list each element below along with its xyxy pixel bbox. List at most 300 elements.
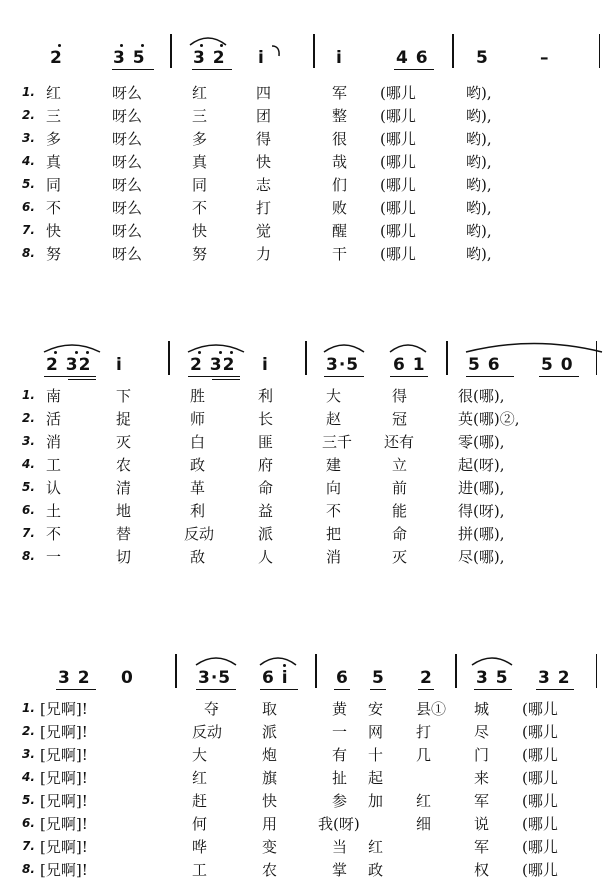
note-group: 5 <box>476 48 489 68</box>
lyric-cell: 灭 <box>116 433 132 451</box>
note-group: 3·5 <box>198 668 232 688</box>
lyric-cell: 门 <box>474 746 490 764</box>
lyric-cell: (哪儿 <box>380 222 416 240</box>
lyric-cell: (哪儿 <box>380 245 416 263</box>
verse-number: 1. <box>22 701 35 715</box>
lyric-cell: 何 <box>192 815 208 833</box>
lyric-cell: (哪儿 <box>522 815 558 833</box>
lyric-cell: 进(哪), <box>458 479 505 497</box>
lyric-cell: 哟), <box>466 222 492 240</box>
lyric-row <box>0 546 608 568</box>
verse-number: 3. <box>22 747 35 761</box>
lyric-cell: [兄啊]! <box>40 769 88 787</box>
lyric-cell: 拼(哪), <box>458 525 505 543</box>
lyric-cell: 用 <box>262 815 278 833</box>
lyric-cell: 得 <box>392 387 408 405</box>
note-group: 5 6 <box>468 355 501 375</box>
lyric-row <box>0 813 608 835</box>
lyric-cell: 大 <box>326 387 342 405</box>
lyric-cell: 呀么 <box>112 84 143 102</box>
lyric-row <box>0 220 608 242</box>
octave-dot <box>198 351 201 354</box>
lyric-cell: 派 <box>258 525 274 543</box>
beam-underline <box>44 376 96 377</box>
verse-number: 4. <box>22 457 35 471</box>
slur <box>194 654 238 666</box>
verse-number: 5. <box>22 480 35 494</box>
barline <box>170 34 172 68</box>
lyric-row <box>0 523 608 545</box>
lyric-cell: (哪儿 <box>380 130 416 148</box>
lyric-cell: 利 <box>258 387 274 405</box>
verse-number: 5. <box>22 793 35 807</box>
lyric-cell: 农 <box>262 861 278 879</box>
note-group: 0 <box>121 668 134 688</box>
beam-underline <box>466 376 514 377</box>
verse-number: 3. <box>22 434 35 448</box>
lyric-cell: 下 <box>116 387 132 405</box>
slur <box>322 341 366 353</box>
lyric-cell: 命 <box>258 479 274 497</box>
lyric-cell: 还有 <box>384 433 415 451</box>
lyric-cell: 网 <box>368 723 384 741</box>
verse-number: 3. <box>22 131 35 145</box>
lyric-cell: 哉 <box>332 153 348 171</box>
barline <box>168 341 170 375</box>
lyric-cell: 零(哪), <box>458 433 505 451</box>
lyric-cell: 说 <box>474 815 490 833</box>
lyric-cell: 当 <box>332 838 348 856</box>
lyric-cell: 切 <box>116 548 132 566</box>
verse-number: 6. <box>22 816 35 830</box>
lyric-cell: 来 <box>474 769 490 787</box>
verse-number: 2. <box>22 724 35 738</box>
octave-dot <box>86 351 89 354</box>
lyric-cell: 消 <box>46 433 62 451</box>
lyric-cell: (哪儿 <box>522 792 558 810</box>
lyric-cell: 哟), <box>466 199 492 217</box>
octave-dot <box>75 351 78 354</box>
lyric-cell: 冠 <box>392 410 408 428</box>
lyric-cell: 很 <box>332 130 348 148</box>
lyric-cell: 多 <box>46 130 62 148</box>
lyric-cell: 变 <box>262 838 278 856</box>
lyric-cell: 炮 <box>262 746 278 764</box>
lyric-cell: 赵 <box>326 410 342 428</box>
lyric-cell: 哟), <box>466 84 492 102</box>
lyric-cell: 觉 <box>256 222 272 240</box>
note-group: 2 <box>50 48 63 68</box>
lyric-row <box>0 408 608 430</box>
lyric-cell: 赶 <box>192 792 208 810</box>
lyric-cell: 干 <box>332 245 348 263</box>
lyric-cell: 败 <box>332 199 348 217</box>
lyric-cell: [兄啊]! <box>40 792 88 810</box>
beam-underline <box>539 376 579 377</box>
lyric-cell: 呀么 <box>112 176 143 194</box>
lyric-cell: 政 <box>368 861 384 879</box>
verse-number: 6. <box>22 503 35 517</box>
lyric-cell: 尽 <box>474 723 490 741</box>
lyric-row <box>0 790 608 812</box>
lyric-row <box>0 105 608 127</box>
lyric-cell: 红 <box>416 792 432 810</box>
lyric-cell: 打 <box>256 199 272 217</box>
lyric-cell: 地 <box>116 502 132 520</box>
lyric-cell: (哪儿 <box>522 769 558 787</box>
lyric-cell: 细 <box>416 815 432 833</box>
verse-number: 1. <box>22 388 35 402</box>
note-group: i <box>336 48 343 68</box>
lyric-cell: (哪儿 <box>380 153 416 171</box>
beam-underline <box>196 689 236 690</box>
lyric-cell: 取 <box>262 700 278 718</box>
barline <box>175 654 177 688</box>
lyric-row <box>0 243 608 265</box>
octave-dot <box>283 664 286 667</box>
lyric-cell: 不 <box>326 502 342 520</box>
barline <box>446 341 448 375</box>
lyric-cell: 真 <box>46 153 62 171</box>
lyric-cell: 几 <box>416 746 432 764</box>
lyric-cell: 加 <box>368 792 384 810</box>
lyric-cell: 扯 <box>332 769 348 787</box>
lyric-cell: 土 <box>46 502 62 520</box>
lyric-row <box>0 174 608 196</box>
lyric-cell: (哪儿 <box>522 838 558 856</box>
verse-number: 4. <box>22 154 35 168</box>
note-group: – <box>540 48 550 68</box>
lyric-cell: [兄啊]! <box>40 838 88 856</box>
lyric-cell: 长 <box>258 410 274 428</box>
lyric-cell: 三千 <box>322 433 353 451</box>
octave-dot <box>120 44 123 47</box>
lyric-cell: 团 <box>256 107 272 125</box>
lyric-cell: 整 <box>332 107 348 125</box>
beam-underline <box>188 376 240 377</box>
lyric-cell: 师 <box>190 410 206 428</box>
lyric-cell: 一 <box>46 548 62 566</box>
lyric-cell: 努 <box>46 245 62 263</box>
lyric-cell: 认 <box>46 479 62 497</box>
lyric-cell: 三 <box>192 107 208 125</box>
lyric-cell: 消 <box>326 548 342 566</box>
octave-dot <box>230 351 233 354</box>
lyric-cell: 我(呀) <box>318 815 360 833</box>
verse-number: 8. <box>22 246 35 260</box>
note-group: i <box>116 355 123 375</box>
lyric-cell: 派 <box>262 723 278 741</box>
lyric-row <box>0 197 608 219</box>
lyric-cell: 多 <box>192 130 208 148</box>
lyric-cell: 替 <box>116 525 132 543</box>
lyric-cell: (哪儿 <box>380 199 416 217</box>
lyric-row <box>0 82 608 104</box>
verse-number: 6. <box>22 200 35 214</box>
barline <box>452 34 454 68</box>
verse-number: 2. <box>22 108 35 122</box>
lyric-cell: 十 <box>368 746 384 764</box>
beam-underline <box>536 689 574 690</box>
lyric-cell: 活 <box>46 410 62 428</box>
note-group: 3 5 <box>476 668 509 688</box>
barline <box>313 34 315 68</box>
breath-mark <box>270 44 282 58</box>
note-group: 6 <box>336 668 349 688</box>
note-group: 3·5 <box>326 355 360 375</box>
beam-underline <box>394 69 434 70</box>
verse-number: 4. <box>22 770 35 784</box>
barline <box>599 34 600 68</box>
lyric-row <box>0 128 608 150</box>
lyric-cell: 力 <box>256 245 272 263</box>
verse-number: 2. <box>22 411 35 425</box>
lyric-cell: 人 <box>258 548 274 566</box>
notation-line-1 <box>0 38 608 78</box>
verse-number: 8. <box>22 549 35 563</box>
lyric-cell: 同 <box>46 176 62 194</box>
lyric-row <box>0 744 608 766</box>
lyric-cell: 命 <box>392 525 408 543</box>
beam-underline <box>370 689 386 690</box>
lyric-row <box>0 721 608 743</box>
note-group: 4 6 <box>396 48 429 68</box>
beam-underline <box>418 689 434 690</box>
lyric-cell: (哪儿 <box>522 700 558 718</box>
lyric-cell: [兄啊]! <box>40 815 88 833</box>
note-group: 5 0 <box>541 355 574 375</box>
verse-number: 7. <box>22 839 35 853</box>
lyric-cell: 哟), <box>466 153 492 171</box>
lyric-cell: 志 <box>256 176 272 194</box>
lyric-cell: 南 <box>46 387 62 405</box>
lyric-cell: 英(哪)②, <box>458 410 520 428</box>
slur <box>186 341 246 353</box>
lyric-cell: 敌 <box>190 548 206 566</box>
note-group: i <box>262 355 269 375</box>
lyric-cell: 得(呀), <box>458 502 505 520</box>
lyric-cell: 灭 <box>392 548 408 566</box>
note-group: 5 <box>372 668 385 688</box>
lyric-cell: (哪儿 <box>522 746 558 764</box>
octave-dot <box>200 44 203 47</box>
beam-underline <box>390 376 428 377</box>
note-group: 6 i <box>262 668 289 688</box>
lyric-cell: 红 <box>192 769 208 787</box>
lyric-cell: 快 <box>46 222 62 240</box>
lyric-cell: 哟), <box>466 176 492 194</box>
lyric-cell: 红 <box>46 84 62 102</box>
lyric-cell: 四 <box>256 84 272 102</box>
lyric-cell: 得 <box>256 130 272 148</box>
beam-underline <box>192 69 232 70</box>
lyric-cell: 很(哪), <box>458 387 505 405</box>
lyric-cell: 能 <box>392 502 408 520</box>
lyric-cell: [兄啊]! <box>40 700 88 718</box>
octave-dot <box>58 44 61 47</box>
lyric-row <box>0 151 608 173</box>
lyric-cell: (哪儿 <box>380 176 416 194</box>
barline <box>315 654 317 688</box>
lyric-cell: 呀么 <box>112 245 143 263</box>
lyric-cell: (哪儿 <box>380 107 416 125</box>
lyric-cell: 农 <box>116 456 132 474</box>
lyric-cell: 军 <box>332 84 348 102</box>
note-group: 2 32 <box>46 355 92 375</box>
verse-number: 5. <box>22 177 35 191</box>
note-group: i <box>258 48 265 68</box>
octave-dot <box>54 351 57 354</box>
lyric-cell: 快 <box>192 222 208 240</box>
lyric-row <box>0 500 608 522</box>
lyric-cell: 起 <box>368 769 384 787</box>
lyric-row <box>0 477 608 499</box>
beam-underline <box>56 689 96 690</box>
lyric-cell: 哟), <box>466 107 492 125</box>
lyric-cell: 黄 <box>332 700 348 718</box>
lyric-cell: 不 <box>46 199 62 217</box>
note-group: 2 32 <box>190 355 236 375</box>
lyric-cell: 尽(哪), <box>458 548 505 566</box>
note-group: 6 1 <box>393 355 426 375</box>
lyric-cell: 权 <box>474 861 490 879</box>
lyric-cell: 红 <box>368 838 384 856</box>
beam-underline <box>212 379 240 380</box>
lyric-cell: 不 <box>192 199 208 217</box>
lyric-cell: 工 <box>46 456 62 474</box>
lyric-row <box>0 454 608 476</box>
lyric-cell: 打 <box>416 723 432 741</box>
lyric-cell: 向 <box>326 479 342 497</box>
lyric-cell: 起(呀), <box>458 456 505 474</box>
lyric-cell: 掌 <box>332 861 348 879</box>
lyric-cell: 同 <box>192 176 208 194</box>
lyric-cell: 一 <box>332 723 348 741</box>
octave-dot <box>219 351 222 354</box>
lyric-cell: 哗 <box>192 838 208 856</box>
lyric-cell: 城 <box>474 700 490 718</box>
lyric-cell: 府 <box>258 456 274 474</box>
notation-line-3 <box>0 658 608 698</box>
lyric-cell: 旗 <box>262 769 278 787</box>
barline <box>596 654 597 688</box>
lyric-cell: 参 <box>332 792 348 810</box>
note-group: 3 5 <box>113 48 146 68</box>
notation-line-2 <box>0 345 608 385</box>
lyric-cell: [兄啊]! <box>40 723 88 741</box>
lyric-row <box>0 385 608 407</box>
note-group: 3 2 <box>538 668 571 688</box>
lyric-cell: 革 <box>190 479 206 497</box>
lyric-row <box>0 698 608 720</box>
beam-underline <box>68 379 96 380</box>
verse-number: 1. <box>22 85 35 99</box>
lyric-cell: 们 <box>332 176 348 194</box>
lyric-cell: [兄啊]! <box>40 861 88 879</box>
slur <box>388 341 428 353</box>
lyric-cell: 呀么 <box>112 130 143 148</box>
lyric-cell: 快 <box>262 792 278 810</box>
lyric-cell: 呀么 <box>112 199 143 217</box>
lyric-cell: [兄啊]! <box>40 746 88 764</box>
beam-underline <box>324 376 364 377</box>
beam-underline <box>474 689 512 690</box>
lyric-cell: 胜 <box>190 387 206 405</box>
octave-dot <box>141 44 144 47</box>
verse-number: 7. <box>22 526 35 540</box>
lyric-cell: 清 <box>116 479 132 497</box>
lyric-cell: 反动 <box>192 723 223 741</box>
beam-underline <box>112 69 154 70</box>
lyric-cell: 匪 <box>258 433 274 451</box>
octave-dot <box>220 44 223 47</box>
note-group: 2 <box>420 668 433 688</box>
lyric-cell: 红 <box>192 84 208 102</box>
lyric-row <box>0 859 608 881</box>
lyric-cell: 哟), <box>466 130 492 148</box>
lyric-cell: 把 <box>326 525 342 543</box>
lyric-cell: (哪儿 <box>380 84 416 102</box>
lyric-cell: 呀么 <box>112 222 143 240</box>
verse-number: 7. <box>22 223 35 237</box>
barline <box>596 341 597 375</box>
lyric-cell: 醒 <box>332 222 348 240</box>
lyric-cell: 哟), <box>466 245 492 263</box>
lyric-cell: 军 <box>474 838 490 856</box>
lyric-cell: 真 <box>192 153 208 171</box>
beam-underline <box>260 689 298 690</box>
lyric-cell: 益 <box>258 502 274 520</box>
lyric-cell: 利 <box>190 502 206 520</box>
lyric-cell: 前 <box>392 479 408 497</box>
lyric-cell: 快 <box>256 153 272 171</box>
note-group: 3 2 <box>58 668 91 688</box>
slur <box>258 654 298 666</box>
lyric-cell: 安 <box>368 700 384 718</box>
lyric-cell: 反动 <box>184 525 215 543</box>
lyric-row <box>0 836 608 858</box>
lyric-cell: 夺 <box>204 700 220 718</box>
lyric-cell: 呀么 <box>112 107 143 125</box>
lyric-cell: 白 <box>190 433 206 451</box>
lyric-cell: 捉 <box>116 410 132 428</box>
lyric-cell: 呀么 <box>112 153 143 171</box>
beam-underline <box>334 689 350 690</box>
slur <box>470 654 514 666</box>
note-group: 3 2 <box>193 48 226 68</box>
slur <box>42 341 102 353</box>
verse-number: 8. <box>22 862 35 876</box>
lyric-cell: 县① <box>416 700 447 718</box>
lyric-cell: (哪儿 <box>522 861 558 879</box>
lyric-cell: 政 <box>190 456 206 474</box>
lyric-cell: 三 <box>46 107 62 125</box>
barline <box>305 341 307 375</box>
slur <box>464 339 604 353</box>
lyric-cell: 不 <box>46 525 62 543</box>
lyric-row <box>0 767 608 789</box>
lyric-cell: 工 <box>192 861 208 879</box>
lyric-cell: 立 <box>392 456 408 474</box>
lyric-cell: 有 <box>332 746 348 764</box>
barline <box>455 654 457 688</box>
lyric-cell: (哪儿 <box>522 723 558 741</box>
lyric-row <box>0 431 608 453</box>
lyric-cell: 努 <box>192 245 208 263</box>
lyric-cell: 建 <box>326 456 342 474</box>
lyric-cell: 大 <box>192 746 208 764</box>
lyric-cell: 军 <box>474 792 490 810</box>
